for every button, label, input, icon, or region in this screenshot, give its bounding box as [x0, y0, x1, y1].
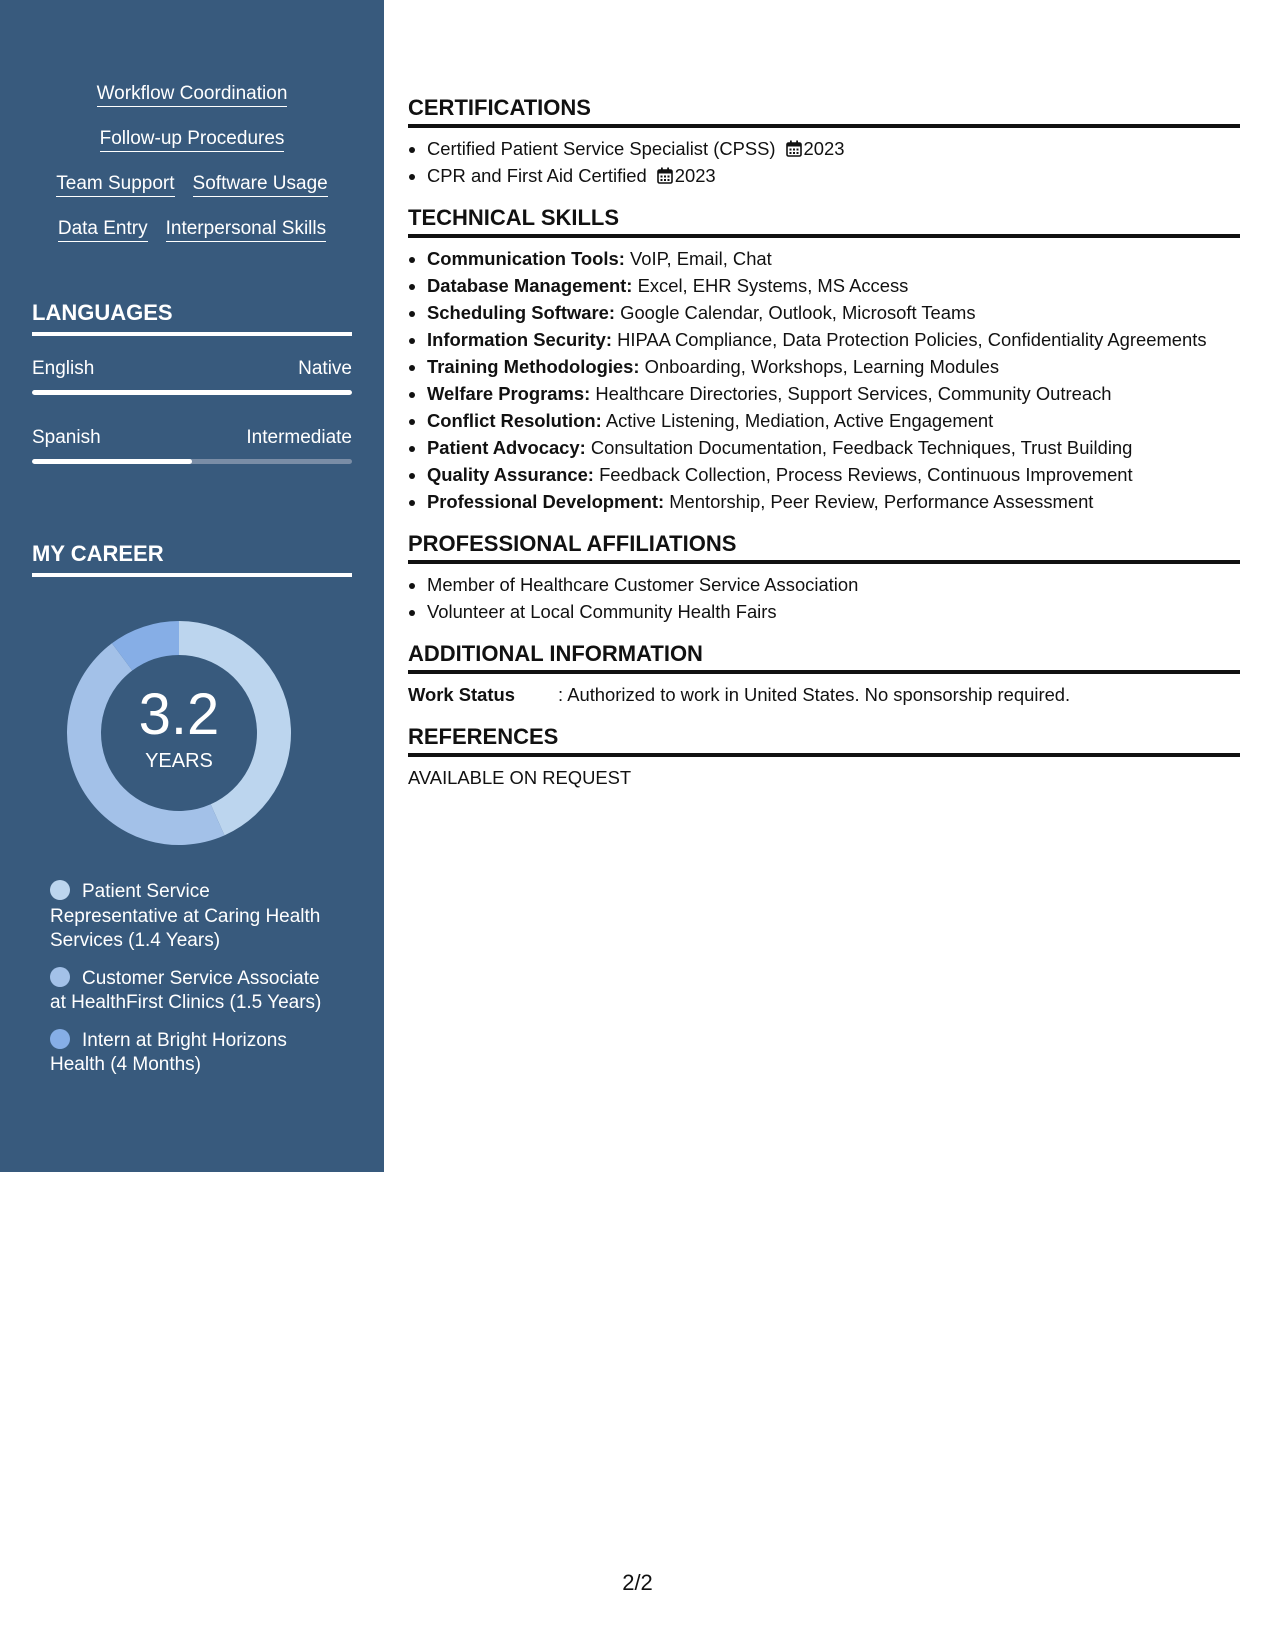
skill-category-label: Professional Development: — [427, 491, 665, 512]
skill-tag-workflow-coordination[interactable]: Workflow Coordination — [97, 84, 288, 107]
technical-skill-item — [427, 407, 1240, 434]
career-legend-dot — [50, 880, 70, 900]
career-legend-dot — [50, 1029, 70, 1049]
language-bar — [32, 459, 352, 464]
career-item — [50, 967, 330, 1016]
certification-name: Certified Patient Service Specialist (CPSS) — [427, 138, 776, 159]
skill-category-values: Excel, EHR Systems, MS Access — [637, 275, 909, 296]
certification-name: CPR and First Aid Certified — [427, 165, 647, 186]
language-level: Intermediate — [246, 427, 352, 448]
career-item-text: Customer Service Associate at HealthFirst Clinics (1.5 Years) — [50, 967, 322, 1013]
affiliations-heading: PROFESSIONAL AFFILIATIONS — [408, 531, 1240, 564]
technical-skills-section — [408, 205, 1240, 515]
skill-category-label: Patient Advocacy: — [427, 437, 586, 458]
career-legend-dot — [50, 967, 70, 987]
skill-category-values: Active Listening, Mediation, Active Engagement — [605, 410, 994, 431]
technical-skills-heading: TECHNICAL SKILLS — [408, 205, 1240, 238]
language-english — [32, 358, 352, 395]
affiliation-item: • Member of Healthcare Customer Service Association — [427, 571, 1240, 598]
career-total-value: 3.2 — [138, 681, 220, 747]
career-heading: MY CAREER — [32, 541, 352, 577]
language-name: English — [32, 358, 95, 379]
technical-skill-item — [427, 434, 1240, 461]
career-item — [50, 880, 330, 954]
skill-category-values: Consultation Documentation, Feedback Techniques, Trust Building — [590, 437, 1133, 458]
skill-tags — [0, 84, 384, 264]
career-donut — [64, 618, 294, 848]
work-status-row — [408, 681, 1240, 708]
certification-year: 2023 — [674, 165, 716, 186]
technical-skill-item — [427, 380, 1240, 407]
certifications-list — [408, 135, 1240, 189]
skill-category-values: Healthcare Directories, Support Services, Community Outreach — [595, 383, 1112, 404]
career-list — [50, 880, 330, 1091]
technical-skill-item — [427, 461, 1240, 488]
skill-tag-row — [0, 219, 384, 264]
skill-category-values: Mentorship, Peer Review, Performance Assessment — [669, 491, 1094, 512]
career-total-unit: YEARS — [145, 749, 213, 772]
skill-category-label: Training Methodologies: — [427, 356, 640, 377]
career-item — [50, 1029, 330, 1078]
calendar-icon — [786, 137, 802, 154]
affiliations-list — [408, 571, 1240, 625]
technical-skill-item — [427, 272, 1240, 299]
skill-tag-data-entry[interactable]: Data Entry — [58, 219, 148, 242]
skill-category-values: HIPAA Compliance, Data Protection Policies, Confidentiality Agreements — [617, 329, 1207, 350]
references-section — [408, 724, 1240, 791]
skill-category-label: Scheduling Software: — [427, 302, 616, 323]
technical-skill-item — [427, 353, 1240, 380]
additional-info-heading: ADDITIONAL INFORMATION — [408, 641, 1240, 674]
work-status-label: Work Status — [408, 684, 515, 705]
technical-skill-item — [427, 299, 1240, 326]
certification-year: 2023 — [803, 138, 845, 159]
technical-skill-item — [427, 326, 1240, 353]
skill-tag-row — [0, 129, 384, 174]
certifications-section — [408, 95, 1240, 189]
skill-category-label: Conflict Resolution: — [427, 410, 602, 431]
main-content — [408, 95, 1240, 807]
career-item-text: Patient Service Representative at Caring Health Services (1.4 Years) — [50, 881, 321, 951]
skill-tag-team-support[interactable]: Team Support — [56, 174, 174, 197]
languages-heading: LANGUAGES — [32, 300, 352, 336]
skill-tag-follow-up-procedures[interactable]: Follow-up Procedures — [100, 129, 285, 152]
work-status-value: : Authorized to work in United States. No sponsorship required. — [558, 684, 1071, 705]
language-name: Spanish — [32, 427, 101, 448]
language-bar — [32, 390, 352, 395]
skill-tag-software-usage[interactable]: Software Usage — [193, 174, 328, 197]
skill-category-values: Onboarding, Workshops, Learning Modules — [644, 356, 1000, 377]
skill-tag-interpersonal-skills[interactable]: Interpersonal Skills — [166, 219, 327, 242]
certifications-heading: CERTIFICATIONS — [408, 95, 1240, 128]
affiliations-section — [408, 531, 1240, 625]
skill-category-label: Communication Tools: — [427, 248, 625, 269]
sidebar — [0, 0, 384, 1172]
technical-skills-list — [408, 245, 1240, 515]
technical-skill-item — [427, 488, 1240, 515]
skill-tag-row — [0, 84, 384, 129]
certification-item — [427, 162, 1240, 189]
additional-info-section — [408, 641, 1240, 708]
skill-category-values: Google Calendar, Outlook, Microsoft Teams — [620, 302, 976, 323]
skill-category-label: Database Management: — [427, 275, 633, 296]
language-level: Native — [298, 358, 352, 379]
career-item-text: Intern at Bright Horizons Health (4 Months) — [50, 1029, 287, 1075]
skill-category-label: Welfare Programs: — [427, 383, 591, 404]
affiliation-item: • Volunteer at Local Community Health Fairs — [427, 598, 1240, 625]
technical-skill-item — [427, 245, 1240, 272]
skill-category-values: VoIP, Email, Chat — [630, 248, 772, 269]
language-spanish — [32, 427, 352, 464]
skill-category-label: Information Security: — [427, 329, 612, 350]
language-bar-fill — [32, 390, 352, 395]
page-number: 2/2 — [622, 1570, 653, 1595]
skill-category-label: Quality Assurance: — [427, 464, 594, 485]
skill-category-values: Feedback Collection, Process Reviews, Continuous Improvement — [599, 464, 1133, 485]
references-heading: REFERENCES — [408, 724, 1240, 757]
calendar-icon — [657, 164, 673, 181]
references-text: AVAILABLE ON REQUEST — [408, 767, 632, 788]
skill-tag-row — [0, 174, 384, 219]
certification-item — [427, 135, 1240, 162]
language-bar-fill — [32, 459, 192, 464]
